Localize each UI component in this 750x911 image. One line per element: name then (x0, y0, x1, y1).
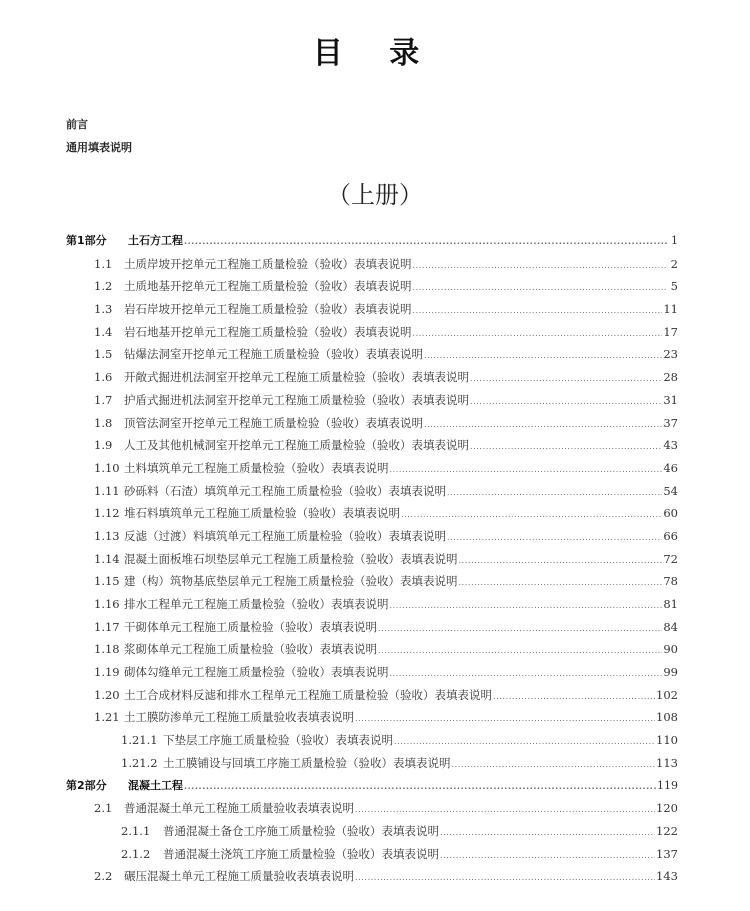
toc-dot-leader (184, 231, 667, 254)
toc-section-entry[interactable] (66, 684, 678, 707)
toc-entry-title: 顶管法洞室开挖单元工程施工质量检验（验收）表填表说明 (124, 415, 423, 430)
toc-entry-number: 1.18 (94, 642, 120, 657)
toc-entry-number: 1.9 (94, 438, 113, 453)
toc-entry-number: 1.20 (94, 687, 120, 702)
toc-entry-page-number: 99 (663, 665, 678, 680)
toc-entry-title: 人工及其他机械洞室开挖单元工程施工质量检验（验收）表填表说明 (124, 438, 469, 453)
toc-entry-title: 砌体勾缝单元工程施工质量检验（验收）表填表说明 (124, 665, 389, 680)
toc-entry-number: 1.10 (94, 460, 120, 475)
toc-entry-number: 1.12 (94, 506, 120, 521)
toc-section-entry[interactable] (66, 525, 678, 548)
toc-entry-number: 第1部分 (66, 234, 107, 247)
toc-dot-leader (470, 391, 662, 414)
toc-entry-page-number: 120 (656, 801, 678, 816)
toc-section-entry[interactable] (66, 797, 678, 820)
toc-dot-leader (390, 663, 663, 686)
toc-entry-number: 1.2 (94, 279, 113, 294)
toc-entry-title: 岩石地基开挖单元工程施工质量检验（验收）表填表说明 (124, 324, 412, 339)
toc-subsection-entry[interactable] (66, 752, 678, 775)
toc-entry-number: 1.4 (94, 324, 113, 339)
toc-entry-number: 1.19 (94, 665, 120, 680)
toc-section-entry[interactable] (66, 480, 678, 503)
toc-section-entry[interactable] (66, 548, 678, 571)
toc-entry-number: 1.21.1 (121, 733, 158, 748)
toc-entry-page-number: 66 (663, 528, 678, 543)
table-of-contents (66, 230, 678, 888)
toc-entry-page-number: 28 (663, 370, 678, 385)
toc-section-entry[interactable] (66, 661, 678, 684)
toc-entry-number: 2.2 (94, 869, 113, 884)
toc-entry-title: 开敞式掘进机法洞室开挖单元工程施工质量检验（验收）表填表说明 (124, 370, 469, 385)
toc-dot-leader (470, 436, 662, 459)
toc-entry-title: 堆石料填筑单元工程施工质量检验（验收）表填表说明 (124, 506, 400, 521)
toc-entry-page-number: 81 (663, 597, 678, 611)
toc-subsection-entry[interactable] (66, 843, 678, 866)
toc-entry-number: 1.21 (94, 710, 120, 725)
toc-section-entry[interactable] (66, 253, 678, 276)
toc-dot-leader (424, 414, 662, 437)
toc-entry-page-number: 5 (670, 279, 678, 294)
toc-dot-leader (413, 323, 663, 346)
toc-entry-page-number: 110 (656, 733, 678, 748)
toc-entry-page-number: 23 (663, 347, 678, 362)
toc-entry-title: 反滤（过渡）料填筑单元工程施工质量检验（验收）表填表说明 (124, 528, 446, 543)
toc-entry-page-number: 2 (670, 256, 678, 271)
toc-entry-number: 1.11 (94, 483, 120, 498)
toc-entry-page-number: 143 (656, 869, 678, 884)
toc-entry-number: 2.1.1 (121, 823, 151, 838)
toc-entry-page-number: 1 (671, 234, 678, 247)
toc-entry-page-number: 37 (663, 415, 678, 430)
toc-entry-page-number: 54 (663, 483, 678, 498)
toc-entry-number: 1.8 (94, 415, 113, 430)
toc-entry-number: 1.14 (94, 551, 120, 566)
toc-entry-page-number: 78 (663, 574, 678, 589)
toc-section-entry[interactable] (66, 343, 678, 366)
toc-entry-page-number: 90 (663, 642, 678, 657)
toc-entry-page-number: 122 (656, 823, 678, 838)
toc-entry-page-number: 60 (663, 506, 678, 521)
toc-dot-leader (378, 618, 662, 641)
toc-dot-leader (440, 845, 655, 868)
toc-entry-title: 护盾式掘进机法洞室开挖单元工程施工质量检验（验收）表填表说明 (124, 392, 469, 407)
toc-entry-number: 1.3 (94, 302, 113, 317)
toc-section-entry[interactable] (66, 865, 678, 888)
toc-entry-number: 1.1 (94, 256, 113, 271)
toc-entry-title: 浆砌体单元工程施工质量检验（验收）表填表说明 (124, 642, 377, 657)
toc-entry-number: 第2部分 (66, 778, 107, 792)
toc-entry-number: 1.5 (94, 347, 113, 362)
toc-dot-leader (355, 867, 655, 890)
toc-section-entry[interactable] (66, 434, 678, 457)
toc-entry-page-number: 17 (663, 324, 678, 339)
toc-entry-page-number: 46 (663, 460, 678, 475)
toc-entry-title: 土工膜铺设与回填工序施工质量检验（验收）表填表说明 (163, 755, 451, 770)
toc-entry-title: 土质地基开挖单元工程施工质量检验（验收）表填表说明 (124, 279, 412, 294)
toc-dot-leader (413, 300, 663, 323)
toc-dot-leader (355, 708, 655, 731)
toc-section-entry[interactable] (66, 706, 678, 729)
toc-dot-leader (470, 368, 662, 391)
toc-dot-leader (459, 550, 663, 573)
toc-dot-leader (394, 731, 655, 754)
toc-dot-leader (459, 572, 663, 595)
toc-section-entry[interactable] (66, 321, 678, 344)
toc-entry-title: 土工膜防渗单元工程施工质量验收表填表说明 (124, 710, 354, 725)
toc-section-entry[interactable] (66, 502, 678, 525)
toc-entry-page-number: 102 (656, 687, 678, 702)
toc-entry-title: 干砌体单元工程施工质量检验（验收）表填表说明 (124, 619, 377, 634)
toc-section-entry[interactable] (66, 275, 678, 298)
toc-dot-leader (184, 776, 656, 799)
toc-entry-title: 岩石岸坡开挖单元工程施工质量检验（验收）表填表说明 (124, 302, 412, 317)
toc-entry-page-number: 113 (656, 755, 678, 770)
toc-dot-leader (378, 640, 662, 663)
toc-entry-page-number: 31 (663, 392, 678, 407)
toc-dot-leader (413, 277, 668, 300)
toc-part-entry[interactable] (66, 230, 678, 253)
toc-section-entry[interactable] (66, 593, 678, 616)
toc-section-entry[interactable] (66, 389, 678, 412)
toc-entry-number: 1.13 (94, 528, 120, 543)
toc-entry-number: 1.7 (94, 392, 113, 407)
toc-dot-leader (447, 527, 662, 550)
toc-dot-leader (440, 822, 655, 845)
toc-section-entry[interactable] (66, 638, 678, 661)
toc-entry-title: 下垫层工序施工质量检验（验收）表填表说明 (163, 733, 393, 748)
toc-section-entry[interactable] (66, 298, 678, 321)
toc-section-entry[interactable] (66, 366, 678, 389)
toc-entry-title: 碾压混凝土单元工程施工质量验收表填表说明 (124, 869, 354, 884)
toc-entry-number: 1.15 (94, 574, 120, 589)
toc-entry-number: 2.1.2 (121, 846, 151, 861)
toc-entry-page-number: 108 (656, 710, 678, 725)
toc-entry-title: 钻爆法洞室开挖单元工程施工质量检验（验收）表填表说明 (124, 347, 423, 362)
toc-entry-page-number: 119 (657, 778, 678, 792)
toc-entry-page-number: 43 (663, 438, 678, 453)
toc-entry-title: 砂砾料（石渣）填筑单元工程施工质量检验（验收）表填表说明 (124, 483, 446, 498)
toc-entry-title: 混凝土面板堆石坝垫层单元工程施工质量检验（验收）表填表说明 (124, 551, 458, 566)
toc-dot-leader (493, 686, 655, 709)
toc-dot-leader (390, 595, 663, 618)
toc-entry-page-number: 11 (663, 302, 678, 317)
volume-heading: （上册） (327, 181, 423, 209)
toc-entry-number: 2.1 (94, 801, 113, 816)
toc-entry-title: 普通混凝土单元工程施工质量验收表填表说明 (124, 801, 354, 816)
toc-entry-title: 土石方工程 (128, 234, 183, 247)
toc-entry-title: 普通混凝土浇筑工序施工质量检验（验收）表填表说明 (163, 846, 439, 861)
toc-dot-leader (413, 255, 668, 278)
toc-dot-leader (390, 459, 663, 482)
toc-section-entry[interactable] (66, 570, 678, 593)
toc-entry-number: 1.6 (94, 370, 113, 385)
front-matter-preface[interactable]: 前言 (66, 118, 88, 131)
toc-entry-number: 1.16 (94, 597, 120, 611)
toc-entry-number: 1.21.2 (121, 755, 158, 770)
toc-entry-page-number: 137 (656, 846, 678, 861)
toc-dot-leader (447, 482, 662, 505)
toc-entry-title: 土质岸坡开挖单元工程施工质量检验（验收）表填表说明 (124, 256, 412, 271)
toc-entry-title: 排水工程单元工程施工质量检验（验收）表填表说明 (124, 597, 389, 611)
toc-dot-leader (424, 345, 662, 368)
toc-entry-title: 土料填筑单元工程施工质量检验（验收）表填表说明 (124, 460, 389, 475)
toc-dot-leader (401, 504, 662, 527)
front-matter-general-instructions[interactable]: 通用填表说明 (66, 141, 132, 154)
toc-entry-title: 土工合成材料反滤和排水工程单元工程施工质量检验（验收）表填表说明 (124, 687, 492, 702)
toc-entry-title: 建（构）筑物基底垫层单元工程施工质量检验（验收）表填表说明 (124, 574, 458, 589)
toc-subsection-entry[interactable] (66, 820, 678, 843)
toc-subsection-entry[interactable] (66, 729, 678, 752)
toc-section-entry[interactable] (66, 616, 678, 639)
toc-part-entry[interactable] (66, 775, 678, 798)
toc-entry-number: 1.17 (94, 619, 120, 634)
toc-dot-leader (452, 754, 656, 777)
toc-section-entry[interactable] (66, 457, 678, 480)
toc-entry-title: 混凝土工程 (128, 778, 183, 792)
toc-dot-leader (355, 799, 655, 822)
toc-entry-page-number: 84 (663, 619, 678, 634)
toc-entry-title: 普通混凝土备仓工序施工质量检验（验收）表填表说明 (163, 823, 439, 838)
toc-section-entry[interactable] (66, 412, 678, 435)
page-title: 目 录 (312, 36, 438, 71)
toc-entry-page-number: 72 (663, 551, 678, 566)
